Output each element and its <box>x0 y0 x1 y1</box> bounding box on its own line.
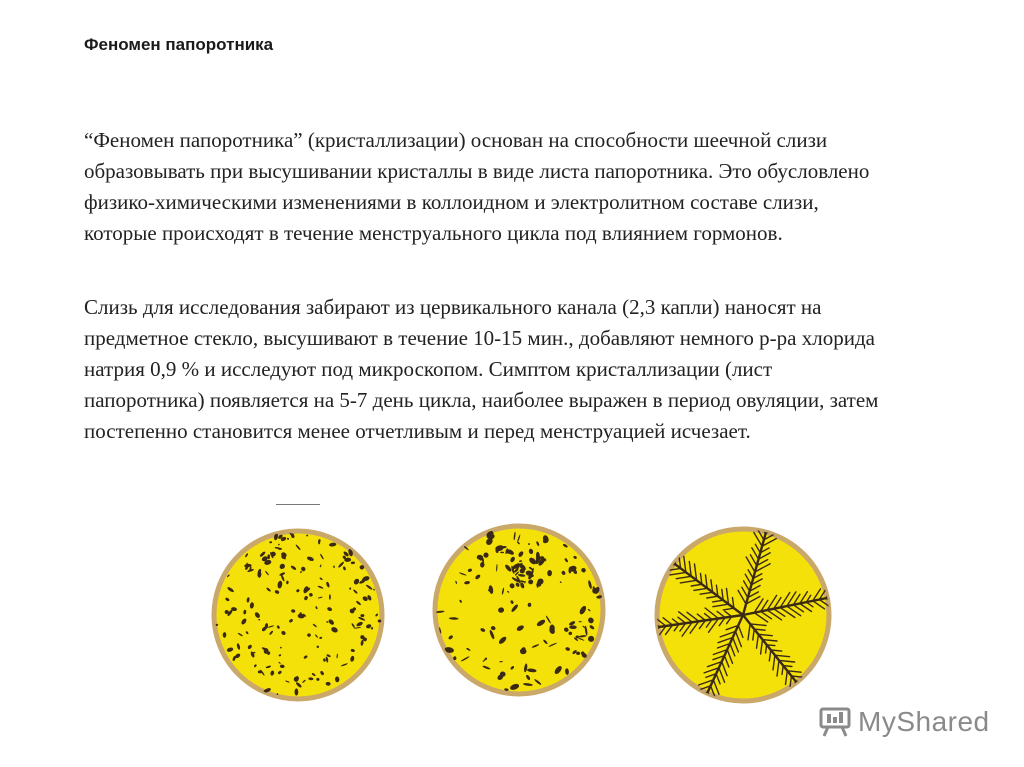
fern-branch <box>766 645 767 653</box>
microscope-slide-fern <box>641 518 846 712</box>
fern-branch <box>832 597 845 606</box>
fern-branch <box>767 522 776 527</box>
microscope-slide-early <box>214 531 382 699</box>
fern-branch <box>798 686 800 703</box>
fern-branch <box>832 584 840 597</box>
microscope-slide-mid <box>435 526 603 694</box>
slide-title: Феномен папоротника <box>84 35 274 54</box>
watermark-text: MyShared <box>858 706 990 737</box>
fern-branch <box>691 698 705 703</box>
crystal-speck <box>329 594 331 600</box>
presentation-board-icon <box>818 705 852 739</box>
fern-branch <box>762 518 767 527</box>
figures-svg <box>188 505 850 720</box>
fern-branch <box>767 645 775 646</box>
crystal-speck <box>500 552 504 554</box>
fern-branch <box>644 628 653 641</box>
crystal-speck <box>267 554 270 559</box>
fern-branch <box>783 666 792 667</box>
fern-branch <box>641 618 653 628</box>
paragraph-description: “Феномен папоротника” (кристаллизации) основан на способности шеечной слизи образовывать при высушивании кристаллы в виде листа папоротника. Это обусловлено физико-химическими изменениями в коллоидном и электролитном составе слизи, которые происходят в течение менструального цикла под влиянием гормонов. <box>84 128 870 245</box>
fern-branch <box>705 698 711 712</box>
fern-branch <box>668 544 670 560</box>
crystal-speck <box>295 688 299 695</box>
fern-branch <box>654 560 670 563</box>
watermark <box>818 700 990 744</box>
paragraph-method: Слизь для исследования забирают из цервикального канала (2,3 капли) наносят на предметное стекло, высушивают в течение 10-15 мин., добавляют немного р-ра хлорида натрия 0,9 % и исследуют под микроскопом. Симптом кристаллизации (лист папоротника) появляется на 5-7 день цикла, наиболее выражен в период овуляции, затем постепенно становится менее отчетливым и перед менструацией исчезает. <box>84 295 879 443</box>
crystallization-figures <box>188 505 850 720</box>
fern-branch <box>800 686 817 688</box>
